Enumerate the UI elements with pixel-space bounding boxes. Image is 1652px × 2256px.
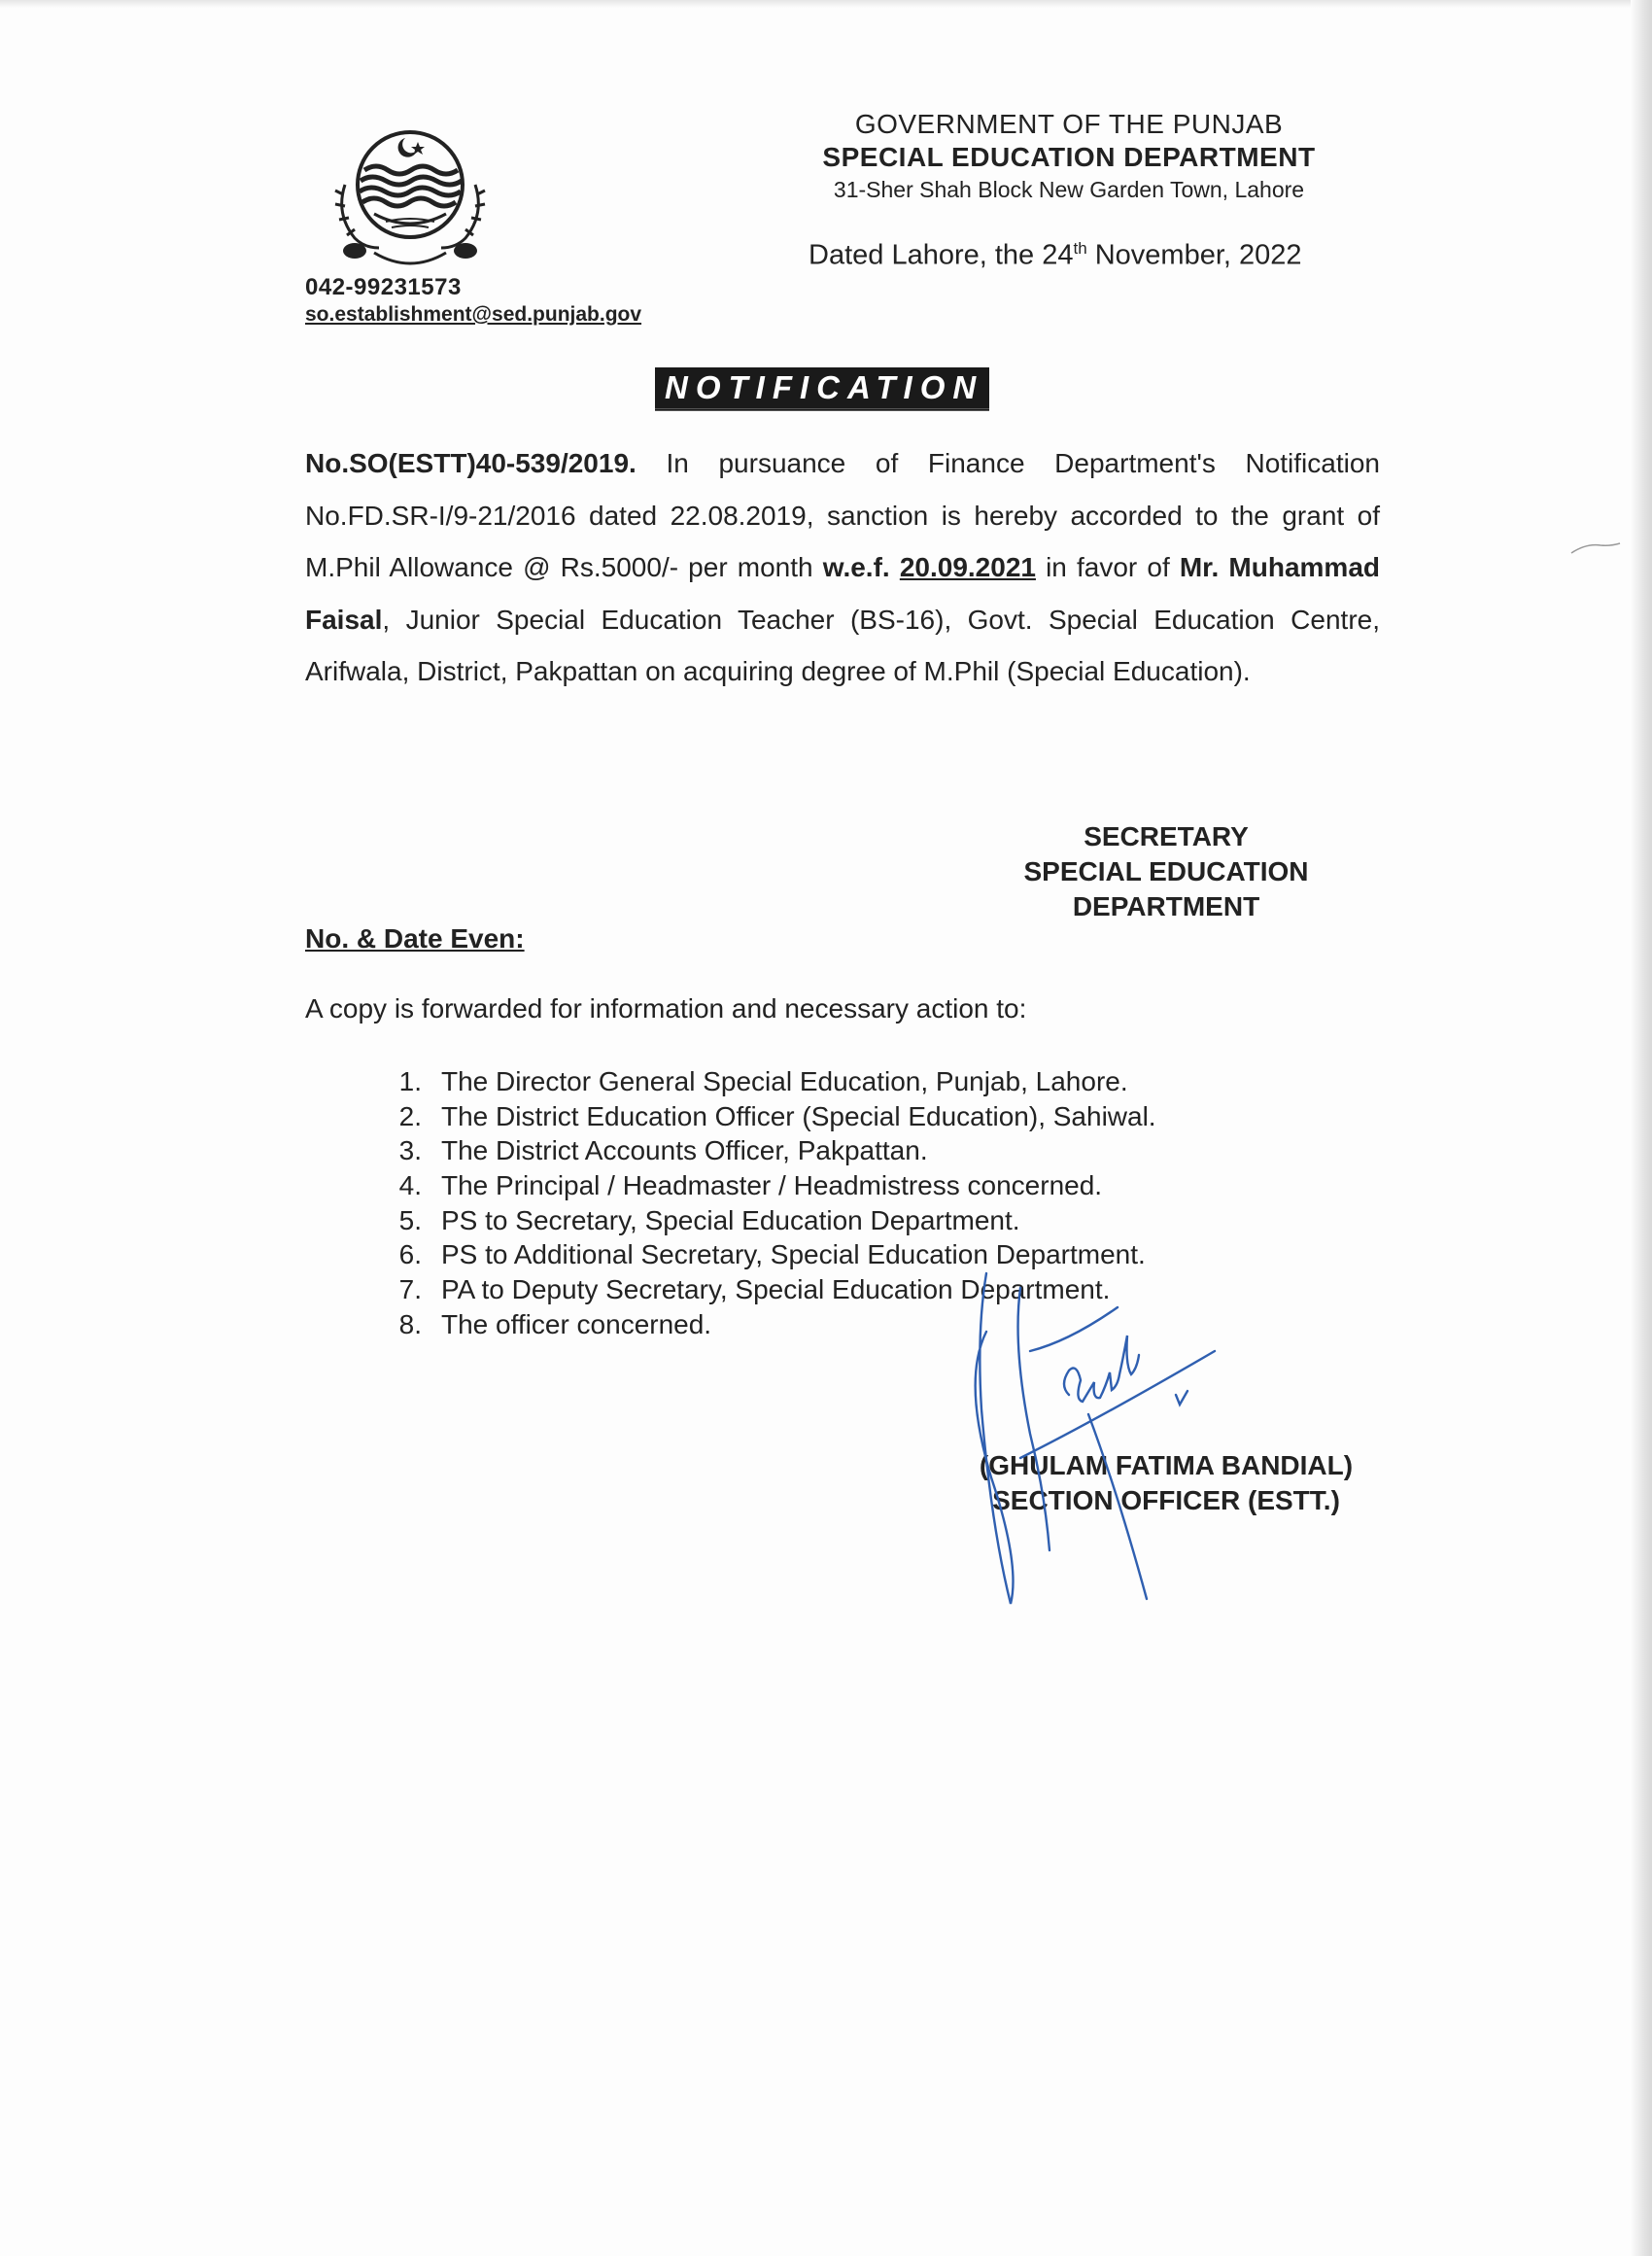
- notification-body: [305, 437, 1380, 698]
- list-item-number: 3.: [398, 1135, 422, 1166]
- secretary-dept-line2: DEPARTMENT: [1072, 891, 1260, 921]
- body-text-2: in favor of: [1035, 552, 1180, 582]
- notification-title: NOTIFICATION: [655, 367, 989, 411]
- list-item-text: The District Accounts Officer, Pakpattan.: [441, 1135, 928, 1166]
- list-item-text: The District Education Officer (Special Education), Sahiwal.: [441, 1100, 1156, 1131]
- government-name: GOVERNMENT OF THE PUNJAB: [854, 109, 1284, 139]
- effective-date: 20.09.2021: [899, 552, 1036, 582]
- reference-number: No.SO(ESTT)40-539/2019.: [305, 448, 637, 478]
- secretary-title: SECRETARY: [1084, 821, 1249, 851]
- letterhead: [758, 109, 1380, 203]
- phone-number: 042-99231573: [305, 274, 462, 300]
- list-item-text: PA to Deputy Secretary, Special Education Department.: [441, 1274, 1111, 1305]
- list-item: [389, 1064, 1156, 1099]
- secretary-dept-line1: SPECIAL EDUCATION: [1023, 856, 1309, 886]
- list-item: [389, 1203, 1156, 1238]
- body-text-1: In pursuance of Finance Department's Notification No.FD.SR-I/9-21/2016 dated 22.08.2019, sanction is hereby accorded to the grant of M.Phil Allowance @ Rs.5000/- per month: [305, 448, 1380, 582]
- list-item-text: PS to Secretary, Special Education Department.: [441, 1204, 1020, 1235]
- issue-date-ordinal: th: [1073, 239, 1087, 258]
- department-name: SPECIAL EDUCATION DEPARTMENT: [822, 142, 1316, 172]
- punjab-emblem-icon: [316, 117, 505, 282]
- list-item-number: 7.: [398, 1274, 422, 1305]
- employee-name: Mr. Muhammad Faisal: [305, 552, 1381, 635]
- list-item-number: 2.: [398, 1100, 422, 1131]
- body-text-3: , Junior Special Education Teacher (BS-16), Govt. Special Education Centre, Arifwala, District, Pakpattan on acquiring degree of M.Phil (Special Education).: [305, 604, 1380, 686]
- signatory-name: (GHULAM FATIMA BANDIAL): [979, 1450, 1354, 1480]
- list-item: [389, 1099, 1156, 1134]
- list-item-text: The Director General Special Education, Punjab, Lahore.: [441, 1066, 1128, 1096]
- department-address: 31-Sher Shah Block New Garden Town, Lahore: [833, 177, 1305, 202]
- scan-edge-top: [0, 0, 1652, 8]
- scan-mark-icon: [1569, 539, 1628, 559]
- list-item-text: The Principal / Headmaster / Headmistress concerned.: [441, 1170, 1103, 1201]
- contact-block: [305, 274, 641, 327]
- list-item-number: 1.: [398, 1066, 422, 1096]
- wef-label: w.e.f.: [822, 552, 890, 582]
- list-item: [389, 1168, 1156, 1203]
- issue-date-suffix: November, 2022: [1086, 239, 1302, 271]
- copy-heading: No. & Date Even:: [305, 923, 525, 954]
- list-item: [389, 1133, 1156, 1168]
- copy-intro: A copy is forwarded for information and necessary action to:: [305, 993, 1027, 1024]
- list-item-number: 6.: [398, 1239, 422, 1270]
- email-address[interactable]: so.establishment@sed.punjab.gov: [305, 303, 642, 326]
- issue-date: [809, 239, 1302, 272]
- issue-date-prefix: Dated Lahore, the 24: [809, 239, 1074, 271]
- signatory-designation: SECTION OFFICER (ESTT.): [992, 1485, 1340, 1515]
- signature-icon: [962, 1264, 1254, 1614]
- list-item-number: 4.: [398, 1170, 422, 1201]
- list-item-number: 8.: [398, 1308, 422, 1339]
- list-item-text: PS to Additional Secretary, Special Education Department.: [441, 1239, 1146, 1270]
- list-item-text: The officer concerned.: [441, 1308, 712, 1339]
- scan-edge-right: [1631, 0, 1652, 2256]
- list-item-number: 5.: [398, 1204, 422, 1235]
- secretary-block: [972, 819, 1360, 924]
